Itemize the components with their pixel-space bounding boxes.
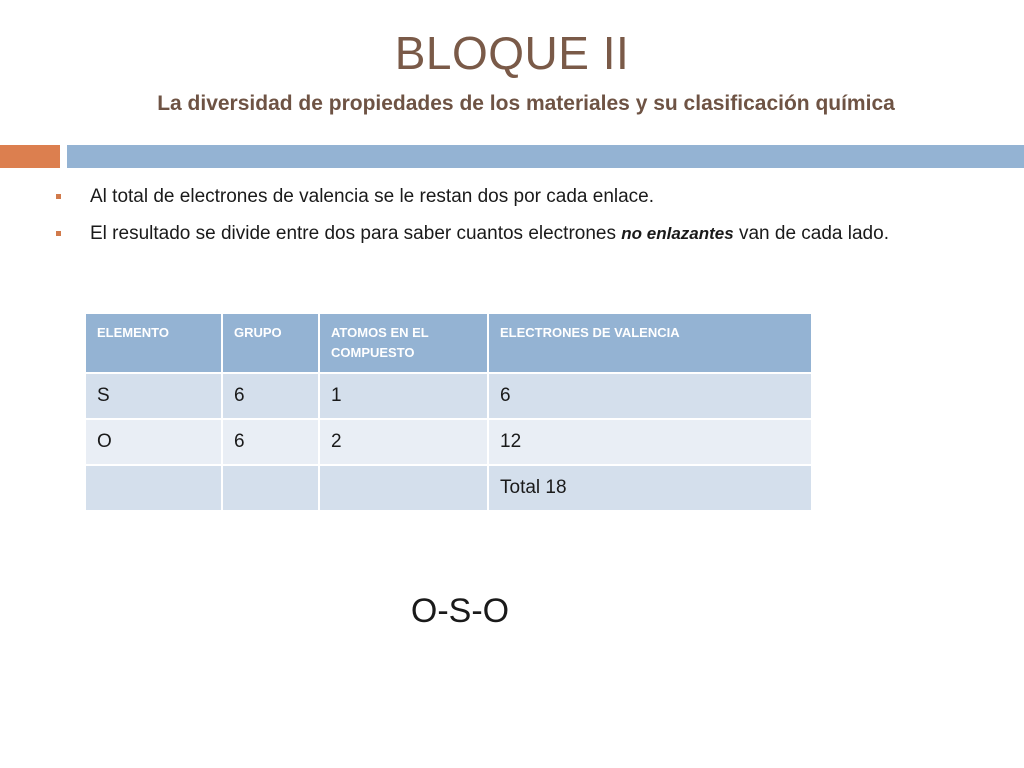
table-cell (222, 465, 319, 511)
table-cell: S (85, 373, 222, 419)
bullet-text-after: van de cada lado. (733, 223, 889, 244)
table-cell: 6 (488, 373, 812, 419)
accent-bar-orange (0, 145, 60, 168)
accent-bar-blue (67, 145, 1024, 168)
bullet-emphasis: no enlazantes (621, 224, 734, 243)
bullet-square-icon (56, 194, 61, 199)
bullet-text: Al total de electrones de valencia se le restan dos por cada enlace. (90, 186, 655, 207)
valence-table (84, 312, 813, 512)
table-cell: O (85, 419, 222, 465)
header-grupo: GRUPO (222, 313, 319, 373)
bullet-item (56, 219, 961, 249)
table-row (85, 465, 812, 511)
bullet-list (56, 182, 961, 256)
molecule-formula: O-S-O (410, 592, 510, 630)
bullet-text-before: El resultado se divide entre dos para saber cuantos electrones (90, 223, 622, 244)
slide-title: BLOQUE II (394, 27, 630, 79)
table-cell: 6 (222, 373, 319, 419)
table-cell-total: Total 18 (488, 465, 812, 511)
table-row (85, 373, 812, 419)
table-cell: 12 (488, 419, 812, 465)
table-cell: 6 (222, 419, 319, 465)
table-header-row (85, 313, 812, 373)
header-atomos: ATOMOS EN EL COMPUESTO (319, 313, 488, 373)
slide-subtitle: La diversidad de propiedades de los materiales y su clasificación química (157, 92, 895, 115)
table-row (85, 419, 812, 465)
header-electrones: ELECTRONES DE VALENCIA (488, 313, 812, 373)
table-cell: 1 (319, 373, 488, 419)
table-cell (85, 465, 222, 511)
table-cell: 2 (319, 419, 488, 465)
bullet-square-icon (56, 231, 61, 236)
table-cell (319, 465, 488, 511)
bullet-item (56, 182, 961, 212)
header-elemento: ELEMENTO (85, 313, 222, 373)
